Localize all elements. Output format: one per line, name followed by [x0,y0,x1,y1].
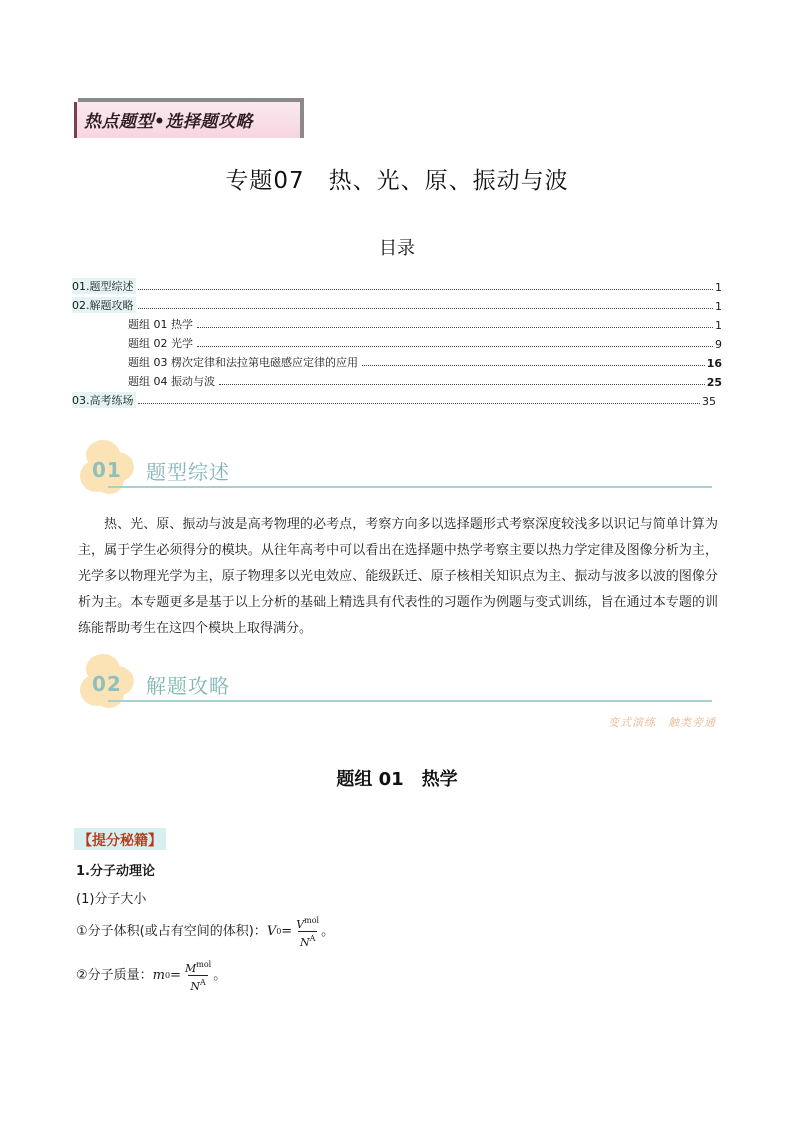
section-number: 01 [92,458,122,482]
formula-mass [153,958,214,993]
formula-lhs: V [266,924,277,939]
toc-item-page: 16 [706,357,722,370]
toc-item-page: 9 [715,338,722,351]
banner-label: 热点题型•选择题攻略 [84,112,253,132]
formula-lhs-subscript: 0 [164,971,171,980]
toc-item-label: 题组 03 楞次定律和法拉第电磁感应定律的应用 [128,356,358,369]
denominator-superscript: A [309,934,316,943]
denominator-superscript: A [200,978,206,987]
toc-leader-dots [138,308,714,309]
formula-lhs: m [152,968,165,983]
toc-leader-dots [197,327,713,328]
toc-item-overview[interactable] [72,275,722,294]
section-subtitle: 变式演练 触类旁通 [608,716,716,729]
toc-item-page: 25 [706,376,722,389]
section-header-02 [78,654,718,714]
formula-label: ①分子体积(或占有空间的体积)： [76,924,267,939]
toc-item-page: 1 [715,300,722,313]
toc-item-group-03[interactable] [72,351,722,370]
toc-item-label: 01.题型综述 [72,280,134,293]
overview-text: 热、光、原、振动与波是高考物理的必考点，考察方向多以选择题形式考察深度较浅多以识记与简单计算为主，属于学生必须得分的模块。从往年高考中可以看出在选择题中热学考察主要以热力学定律及图像分析为主，光学多以物理光学为主，原子物理多以光电效应、能级跃迁、原子核相关知识点为主、振动与波多以波的图像分析为主。本专题更多是基于以上分析的基础上精选具有代表性的习题作为例题与变式训练，旨在通过本专题的训练能帮助考生在这四个模块上取得满分。 [78,517,718,636]
toc-leader-dots [219,384,705,385]
numerator-symbol: V [296,918,305,931]
toc-item-label: 02.解题攻略 [72,299,134,312]
formula-mass-line [76,958,226,993]
section-divider [108,700,712,702]
topic-banner [74,98,304,138]
toc-item-label: 03.高考练场 [72,394,134,407]
fraction-numerator [183,958,213,975]
formula-equals: = [281,924,293,939]
toc-item-group-02[interactable] [72,332,722,351]
toc-leader-dots [197,346,713,347]
fraction-denominator [298,931,317,949]
denominator-symbol: N [299,936,310,949]
table-of-contents [72,275,722,408]
content-heading: 1.分子动理论 [76,864,155,879]
end-mark: 。 [213,968,227,983]
section-title: 解题攻略 [146,674,230,698]
toc-leader-dots [138,403,701,404]
toc-item-label: 题组 01 热学 [128,318,193,331]
toc-item-label: 题组 04 振动与波 [128,375,215,388]
toc-leader-dots [362,365,705,366]
section-number: 02 [92,672,122,696]
numerator-symbol: M [184,962,197,975]
section-header-01 [78,440,718,500]
numerator-superscript: mol [196,960,212,969]
toc-item-strategy[interactable] [72,294,722,313]
end-mark: 。 [321,924,335,939]
toc-item-page: 1 [715,319,722,332]
content-subheading: (1)分子大小 [76,892,147,907]
toc-leader-dots [138,289,714,290]
group-title: 题组 01 热学 [336,769,458,790]
section-divider [108,486,712,488]
toc-item-page: 1 [715,281,722,294]
formula-volume [267,914,321,949]
overview-paragraph [78,512,718,642]
numerator-superscript: mol [304,916,320,925]
formula-fraction [183,958,213,993]
toc-item-label: 题组 02 光学 [128,337,193,350]
formula-volume-line [76,914,334,949]
toc-item-practice[interactable] [72,389,722,408]
fraction-numerator [294,914,321,931]
formula-equals: = [170,968,181,983]
formula-fraction [294,914,321,949]
fraction-denominator [188,975,207,993]
tips-tag: 【提分秘籍】 [74,828,166,850]
section-title: 题型综述 [146,460,230,484]
formula-label: ②分子质量： [76,968,153,983]
denominator-symbol: N [190,980,201,993]
toc-item-group-01[interactable] [72,313,722,332]
document-title: 专题07 热、光、原、振动与波 [225,168,569,194]
formula-lhs-subscript: 0 [276,927,282,936]
toc-item-group-04[interactable] [72,370,722,389]
toc-heading: 目录 [379,238,415,259]
toc-item-page: 35 [702,395,716,408]
